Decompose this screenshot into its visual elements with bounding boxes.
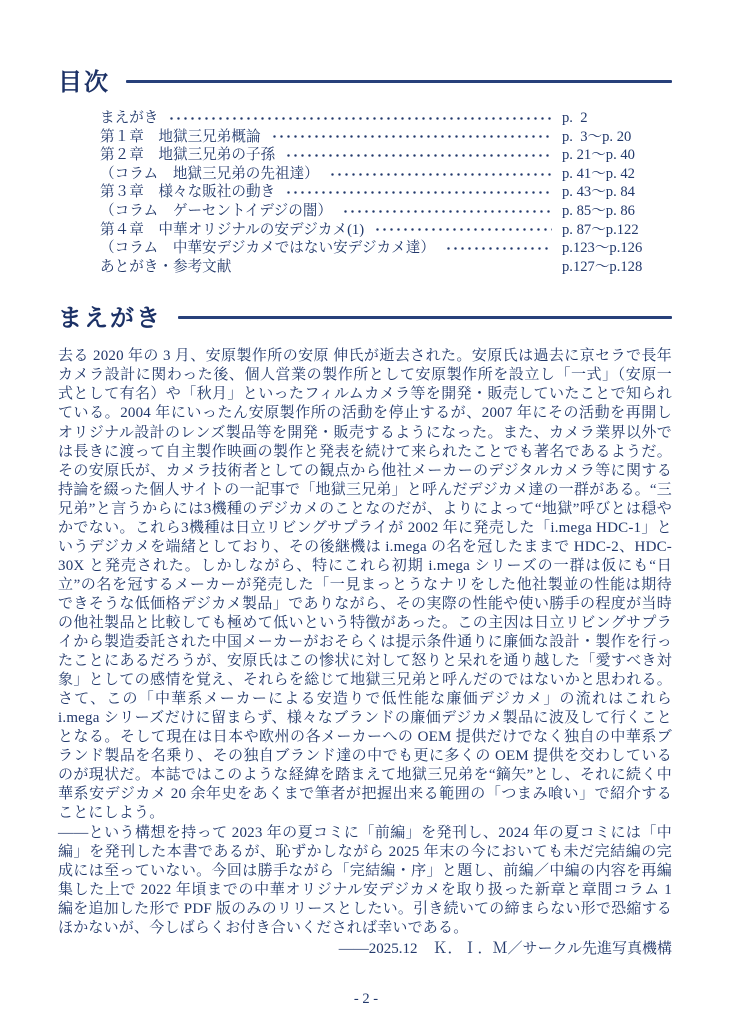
toc-row	[100, 202, 672, 221]
toc-entry-pages: p. 87〜p.122	[562, 221, 639, 238]
toc-dot-leader	[168, 111, 552, 125]
toc-row	[100, 146, 672, 165]
toc-entry-pages: p. 3〜p. 20	[562, 128, 632, 145]
toc-entry-label: 第３章 様々な販社の動き	[100, 184, 276, 201]
toc-entry-label: （コラム 中華安デジカメではない安デジカメ達）	[100, 240, 435, 257]
toc-dot-leader	[285, 148, 552, 162]
toc-section	[58, 62, 672, 276]
toc-heading-rule	[126, 80, 672, 83]
toc-entry-pages: p. 41〜p. 42	[562, 165, 635, 182]
toc-entry-label: まえがき	[100, 110, 159, 126]
toc-dot-leader	[374, 223, 552, 237]
toc-entry-label: あとがき・参考文献	[100, 258, 232, 275]
toc-entry-pages: p.127〜p.128	[562, 258, 643, 275]
toc-entry-label: （コラム ゲーセントイデジの闇）	[100, 202, 333, 219]
toc-entry-label: （コラム 地獄三兄弟の先祖達）	[100, 165, 319, 182]
preface-heading: まえがき	[58, 306, 162, 333]
preface-section	[58, 298, 672, 959]
toc-dot-leader	[271, 130, 552, 144]
toc-row	[100, 128, 672, 147]
toc-dot-leader	[329, 167, 552, 181]
toc-row	[100, 221, 672, 240]
author-signature: ——2025.12 Ｋ．Ｉ．Ｍ／サークル先進写真機構	[338, 940, 672, 957]
toc-row	[100, 239, 672, 258]
toc-entry-label: 第４章 中華オリジナルの安デジカメ(1)	[100, 221, 365, 238]
toc-dot-leader	[445, 241, 552, 255]
page-number: - 2 -	[353, 991, 379, 1007]
toc-entry-pages: p. 2	[562, 110, 588, 126]
toc-row	[100, 183, 672, 202]
toc-entry-label: 第１章 地獄三兄弟概論	[100, 128, 261, 145]
toc-list	[100, 109, 672, 276]
preface-paragraph: 去る 2020 年の 3 月、安原製作所の安原 伸氏が逝去された。安原氏は過去に京セラで長年カメラ設計に関わった後、個人営業の製作所として安原製作所を設立し「一式」（安原一式として有名）や「秋月」といったフィルムカメラ等を開発・販売していたことで知られている。2004 年にいったん安原製作所の活動を停止するが、2007 年にその活動を再開しオリジナル設計のレンズ製品等を開発・販売するようになった。また、カメラ業界以外では長きに渡って自主製作映画の製作と発表を続けて来られたことでも著名であるようだ。その安原氏が、カメラ技術者としての観点から他社メーカーのデジタルカメラ等に関する持論を綴った個人サイトの一記事で「地獄三兄弟」と呼んだデジカメ達の一群がある。“三兄弟”と言うからには3機種のデジカメのことなのだが、よりによって“地獄”呼びとは穏やかでない。これら3機種は日立リビングサプライが 2002 年に発売した「i.mega HDC-1」というデジカメを端緒としており、その後継機は i.mega の名を冠したままで HDC-2、HDC-30X と発売された。しかしながら、特にこれら初期 i.mega シリーズの一群は仮にも“日立”の名を冠するメーカーが発売した「一見まっとうなナリをした他社製並の性能は期待できそうな低価格デジカメ製品」でありながら、その実際の性能や使い勝手の程度が当時の他社製品と比較しても極めて低いという特徴があった。この主因は日立リビングサプライから製造委託された中国メーカーがおそらくは提示条件通りに廉価な設計・製作を行ったことにあるだろうが、安原氏はこの惨状に対して怒りと呆れを通り越した「愛すべき対象」としての感情を覚え、それらを総じて地獄三兄弟と呼んだのではないかと思われる。さて、この「中華系メーカーによる安造りで低性能な廉価デジカメ」の流れはこれら i.mega シリーズだけに留まらず、様々なブランドの廉価デジカメ製品に波及して行くこととなる。そして現在は日本や欧州の各メーカーへの OEM 提供だけでなく独自の中華系ブランド製品を名乗り、その独自ブランド達の中でも更に多くの OEM 提供を交わしているのが現状だ。本誌ではこのような経緯を踏まえて地獄三兄弟を“鏑矢”とし、それに続く中華系安デジカメ 20 余年史をあくまで筆者が把握出来る範囲の「つまみ喰い」で紹介することにしよう。	[58, 348, 672, 822]
toc-entry-label: 第２章 地獄三兄弟の子孫	[100, 147, 276, 164]
toc-heading-row	[58, 62, 672, 97]
toc-dot-leader	[285, 186, 552, 200]
toc-dot-leader	[241, 260, 552, 274]
toc-entry-pages: p. 85〜p. 86	[562, 202, 635, 219]
preface-heading-row	[58, 298, 672, 333]
preface-heading-rule	[178, 316, 672, 319]
toc-row	[100, 165, 672, 184]
toc-entry-pages: p.123〜p.126	[562, 240, 643, 257]
toc-entry-pages: p. 43〜p. 84	[562, 184, 635, 201]
toc-heading: 目次	[58, 70, 110, 96]
toc-row	[100, 258, 672, 277]
toc-row	[100, 109, 672, 128]
toc-entry-pages: p. 21〜p. 40	[562, 147, 635, 164]
preface-paragraph: ——という構想を持って 2023 年の夏コミに「前編」を発刊し、2024 年の夏コミには「中編」を発刊した本書であるが、恥ずかしながら 2025 年末の今においても未だ完結編の完成には至っていない。今回は勝手ながら「完結編・序」と題し、前編／中編の内容を再編集した上で 2022 年頃までの中華オリジナル安デジカメを取り扱った新章と章間コラム 1 編を追加した形で PDF 版のみのリリースとしたい。引き続いての締まらない形で恐縮するほかないが、今しばらくお付き合いくだされば幸いである。	[58, 824, 672, 936]
toc-dot-leader	[342, 204, 552, 218]
